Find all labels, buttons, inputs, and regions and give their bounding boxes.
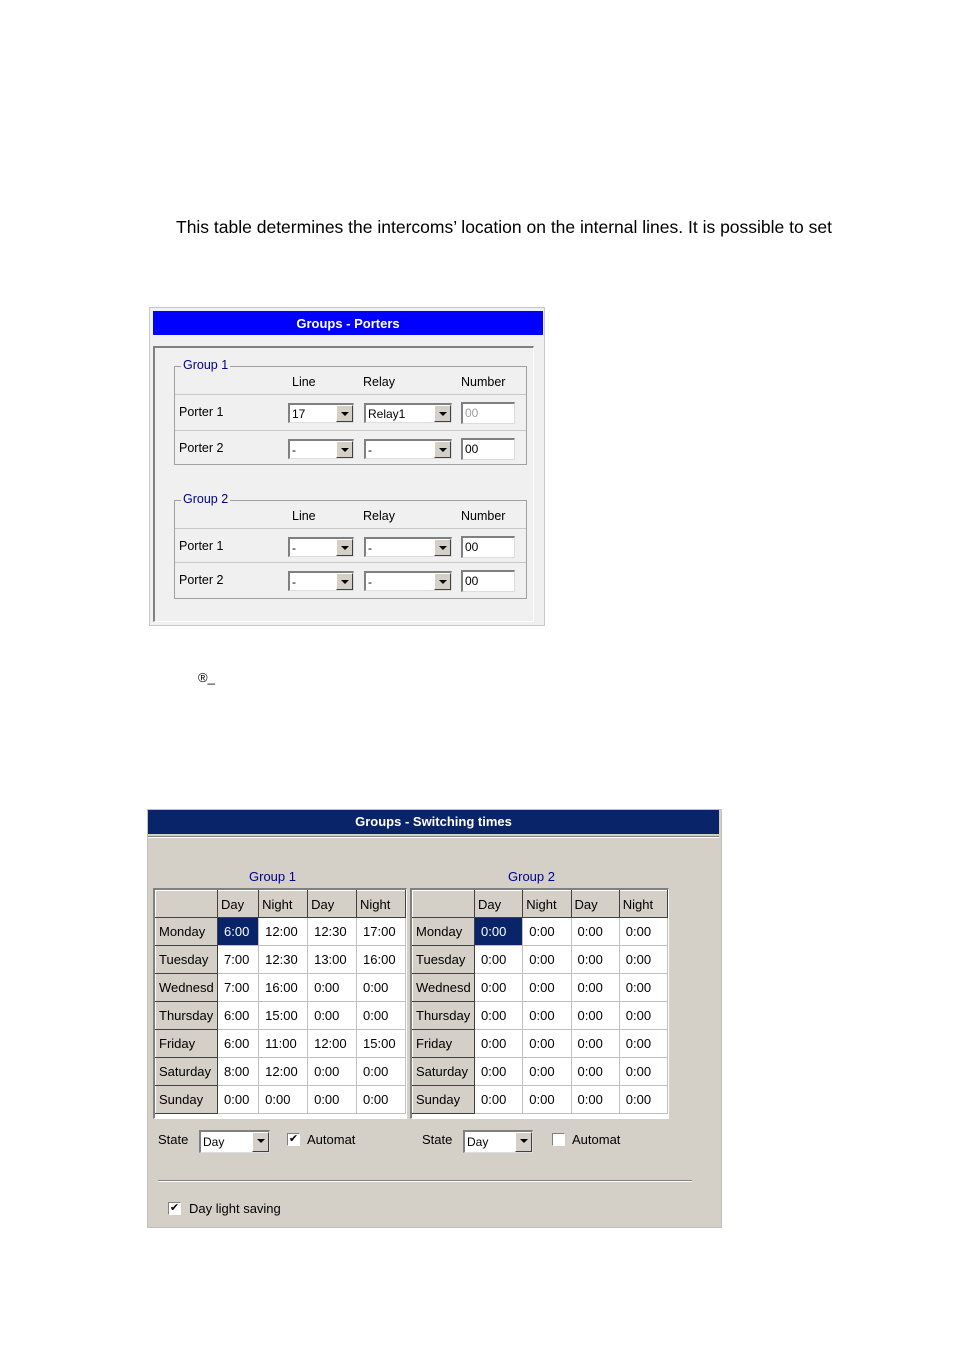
chevron-down-icon[interactable] xyxy=(336,539,353,556)
time-cell[interactable]: 0:00 xyxy=(571,1030,619,1058)
time-cell[interactable]: 0:00 xyxy=(308,1086,357,1114)
column-header: Night xyxy=(619,891,667,918)
g1-p2-relay-select[interactable]: - xyxy=(364,439,452,459)
registered-mark: ®_ xyxy=(198,670,215,685)
chevron-down-icon[interactable] xyxy=(252,1132,269,1152)
time-cell[interactable]: 0:00 xyxy=(308,1002,357,1030)
chevron-down-icon[interactable] xyxy=(336,405,353,422)
time-cell[interactable]: 0:00 xyxy=(308,1058,357,1086)
group-1-grid-container xyxy=(153,888,407,1119)
time-cell[interactable]: 16:00 xyxy=(259,974,308,1002)
time-cell[interactable]: 15:00 xyxy=(357,1030,406,1058)
line-header: Line xyxy=(292,375,316,389)
g1-p2-number-field[interactable]: 00 xyxy=(461,438,515,460)
column-header: Day xyxy=(218,891,259,918)
table-row xyxy=(156,1058,406,1086)
g2-automat-checkbox[interactable] xyxy=(552,1133,565,1146)
time-cell[interactable]: 8:00 xyxy=(218,1058,259,1086)
time-cell[interactable]: 0:00 xyxy=(475,918,523,946)
table-row xyxy=(413,946,668,974)
time-cell[interactable]: 0:00 xyxy=(218,1086,259,1114)
time-cell[interactable]: 0:00 xyxy=(475,1030,523,1058)
time-cell[interactable]: 0:00 xyxy=(523,1058,571,1086)
group-2-time-grid xyxy=(412,890,668,1114)
chevron-down-icon[interactable] xyxy=(434,539,451,556)
group-1-label: Group 1 xyxy=(249,869,296,884)
time-cell[interactable]: 0:00 xyxy=(571,1002,619,1030)
g1-porter-1-row xyxy=(175,394,526,429)
time-cell[interactable]: 0:00 xyxy=(523,1002,571,1030)
time-cell[interactable]: 0:00 xyxy=(619,1086,667,1114)
row-header-day: Wednesd xyxy=(413,974,475,1002)
g1-porter-2-row xyxy=(175,430,526,465)
time-cell[interactable]: 7:00 xyxy=(218,974,259,1002)
row-header-day: Sunday xyxy=(413,1086,475,1114)
time-cell[interactable]: 0:00 xyxy=(523,918,571,946)
time-cell[interactable]: 0:00 xyxy=(357,974,406,1002)
number-header: Number xyxy=(461,509,506,523)
group-1-legend: Group 1 xyxy=(183,358,229,372)
time-cell[interactable]: 0:00 xyxy=(619,946,667,974)
group-1-time-grid xyxy=(155,890,406,1114)
table-row xyxy=(156,1030,406,1058)
g2-p2-number-field[interactable]: 00 xyxy=(461,570,515,592)
g2-p2-relay-select[interactable]: - xyxy=(364,571,452,591)
time-cell[interactable]: 0:00 xyxy=(523,946,571,974)
group-2-grid-container xyxy=(410,888,669,1119)
table-row xyxy=(413,1030,668,1058)
g1-p1-number-field[interactable]: 00 xyxy=(461,402,515,424)
g2-state-select[interactable]: Day xyxy=(463,1130,533,1153)
checkmark-icon: ✔ xyxy=(169,1202,180,1214)
time-cell[interactable]: 0:00 xyxy=(475,1002,523,1030)
time-cell[interactable]: 0:00 xyxy=(523,1086,571,1114)
table-row xyxy=(156,974,406,1002)
g2-p1-line-select[interactable]: - xyxy=(288,537,354,557)
g2-p2-line-select[interactable]: - xyxy=(288,571,354,591)
number-header: Number xyxy=(461,375,506,389)
time-cell[interactable]: 0:00 xyxy=(475,1058,523,1086)
table-row xyxy=(156,946,406,974)
time-cell[interactable]: 17:00 xyxy=(357,918,406,946)
row-header-day: Thursday xyxy=(413,1002,475,1030)
g2-p1-relay-select[interactable]: - xyxy=(364,537,452,557)
column-header: Day xyxy=(475,891,523,918)
intro-paragraph: This table determines the intercoms’ location on the internal lines. It is possible to set xyxy=(176,217,832,237)
porter-label: Porter 1 xyxy=(179,405,224,419)
time-cell[interactable]: 0:00 xyxy=(357,1086,406,1114)
porters-group-2 xyxy=(174,492,527,599)
chevron-down-icon[interactable] xyxy=(336,573,353,590)
time-cell[interactable]: 12:30 xyxy=(259,946,308,974)
time-cell[interactable]: 0:00 xyxy=(357,1058,406,1086)
title-separator xyxy=(148,836,719,838)
divider xyxy=(158,1180,692,1182)
daylight-saving-label: Day light saving xyxy=(189,1201,281,1216)
time-cell[interactable]: 12:00 xyxy=(259,1058,308,1086)
time-cell[interactable]: 0:00 xyxy=(619,1002,667,1030)
chevron-down-icon[interactable] xyxy=(336,441,353,458)
groups-switching-times-window xyxy=(147,809,722,1228)
window-title: Groups - Switching times xyxy=(148,810,719,834)
column-header: Night xyxy=(523,891,571,918)
chevron-down-icon[interactable] xyxy=(515,1132,532,1152)
checkmark-icon: ✔ xyxy=(288,1133,299,1145)
daylight-saving-checkbox[interactable] xyxy=(168,1202,181,1215)
table-row xyxy=(413,918,668,946)
column-header: Night xyxy=(259,891,308,918)
time-cell[interactable]: 15:00 xyxy=(259,1002,308,1030)
table-row xyxy=(413,1002,668,1030)
time-cell[interactable]: 0:00 xyxy=(475,1086,523,1114)
time-cell[interactable]: 0:00 xyxy=(571,1058,619,1086)
table-row xyxy=(156,918,406,946)
row-header-day: Thursday xyxy=(156,1002,218,1030)
g1-p2-line-select[interactable]: - xyxy=(288,439,354,459)
time-cell[interactable]: 0:00 xyxy=(475,974,523,1002)
table-row xyxy=(413,1086,668,1114)
time-cell[interactable]: 0:00 xyxy=(571,1086,619,1114)
g1-automat-label: Automat xyxy=(307,1132,356,1147)
row-header-day: Wednesd xyxy=(156,974,218,1002)
time-cell[interactable]: 0:00 xyxy=(571,974,619,1002)
row-header-day: Friday xyxy=(156,1030,218,1058)
table-row xyxy=(156,1002,406,1030)
porter-label: Porter 2 xyxy=(179,573,224,587)
time-cell[interactable]: 0:00 xyxy=(475,946,523,974)
column-header: Night xyxy=(357,891,406,918)
column-header: Day xyxy=(308,891,357,918)
chevron-down-icon[interactable] xyxy=(434,441,451,458)
time-cell[interactable]: 0:00 xyxy=(619,1058,667,1086)
row-header-day: Tuesday xyxy=(156,946,218,974)
g2-p1-number-field[interactable]: 00 xyxy=(461,536,515,558)
relay-header: Relay xyxy=(363,375,395,389)
row-header-day: Saturday xyxy=(156,1058,218,1086)
g2-porter-1-row xyxy=(175,528,526,563)
g1-p1-relay-select[interactable]: Relay1 xyxy=(364,403,452,423)
grid-corner xyxy=(156,891,218,918)
time-cell[interactable]: 0:00 xyxy=(571,918,619,946)
porters-group-1 xyxy=(174,358,527,465)
row-header-day: Sunday xyxy=(156,1086,218,1114)
time-cell[interactable]: 6:00 xyxy=(218,918,259,946)
grid-corner xyxy=(413,891,475,918)
row-header-day: Monday xyxy=(156,918,218,946)
time-cell[interactable]: 0:00 xyxy=(571,946,619,974)
table-row xyxy=(156,1086,406,1114)
time-cell[interactable]: 12:00 xyxy=(308,1030,357,1058)
g1-automat-checkbox[interactable] xyxy=(287,1133,300,1146)
time-cell[interactable]: 11:00 xyxy=(259,1030,308,1058)
relay-header: Relay xyxy=(363,509,395,523)
time-cell[interactable]: 0:00 xyxy=(619,974,667,1002)
g2-state-label: State xyxy=(422,1132,453,1147)
time-cell[interactable]: 13:00 xyxy=(308,946,357,974)
g1-state-label: State xyxy=(158,1132,189,1147)
porter-label: Porter 2 xyxy=(179,441,224,455)
chevron-down-icon[interactable] xyxy=(434,573,451,590)
time-cell[interactable]: 0:00 xyxy=(523,1030,571,1058)
line-header: Line xyxy=(292,509,316,523)
time-cell[interactable]: 6:00 xyxy=(218,1002,259,1030)
row-header-day: Friday xyxy=(413,1030,475,1058)
time-cell[interactable]: 0:00 xyxy=(357,1002,406,1030)
time-cell[interactable]: 7:00 xyxy=(218,946,259,974)
row-header-day: Saturday xyxy=(413,1058,475,1086)
time-cell[interactable]: 12:00 xyxy=(259,918,308,946)
time-cell[interactable]: 0:00 xyxy=(619,918,667,946)
time-cell[interactable]: 12:30 xyxy=(308,918,357,946)
group-2-legend: Group 2 xyxy=(183,492,229,506)
row-header-day: Monday xyxy=(413,918,475,946)
time-cell[interactable]: 0:00 xyxy=(523,974,571,1002)
column-header: Day xyxy=(571,891,619,918)
g1-state-select[interactable]: Day xyxy=(199,1130,270,1153)
g1-p1-line-select[interactable]: 17 xyxy=(288,403,354,423)
time-cell[interactable]: 0:00 xyxy=(308,974,357,1002)
porter-label: Porter 1 xyxy=(179,539,224,553)
table-row xyxy=(413,1058,668,1086)
table-row xyxy=(413,974,668,1002)
time-cell[interactable]: 6:00 xyxy=(218,1030,259,1058)
chevron-down-icon[interactable] xyxy=(434,405,451,422)
row-header-day: Tuesday xyxy=(413,946,475,974)
g2-automat-label: Automat xyxy=(572,1132,621,1147)
g2-porter-2-row xyxy=(175,562,526,597)
time-cell[interactable]: 16:00 xyxy=(357,946,406,974)
window-title: Groups - Porters xyxy=(153,311,543,335)
time-cell[interactable]: 0:00 xyxy=(259,1086,308,1114)
group-2-label: Group 2 xyxy=(508,869,555,884)
time-cell[interactable]: 0:00 xyxy=(619,1030,667,1058)
